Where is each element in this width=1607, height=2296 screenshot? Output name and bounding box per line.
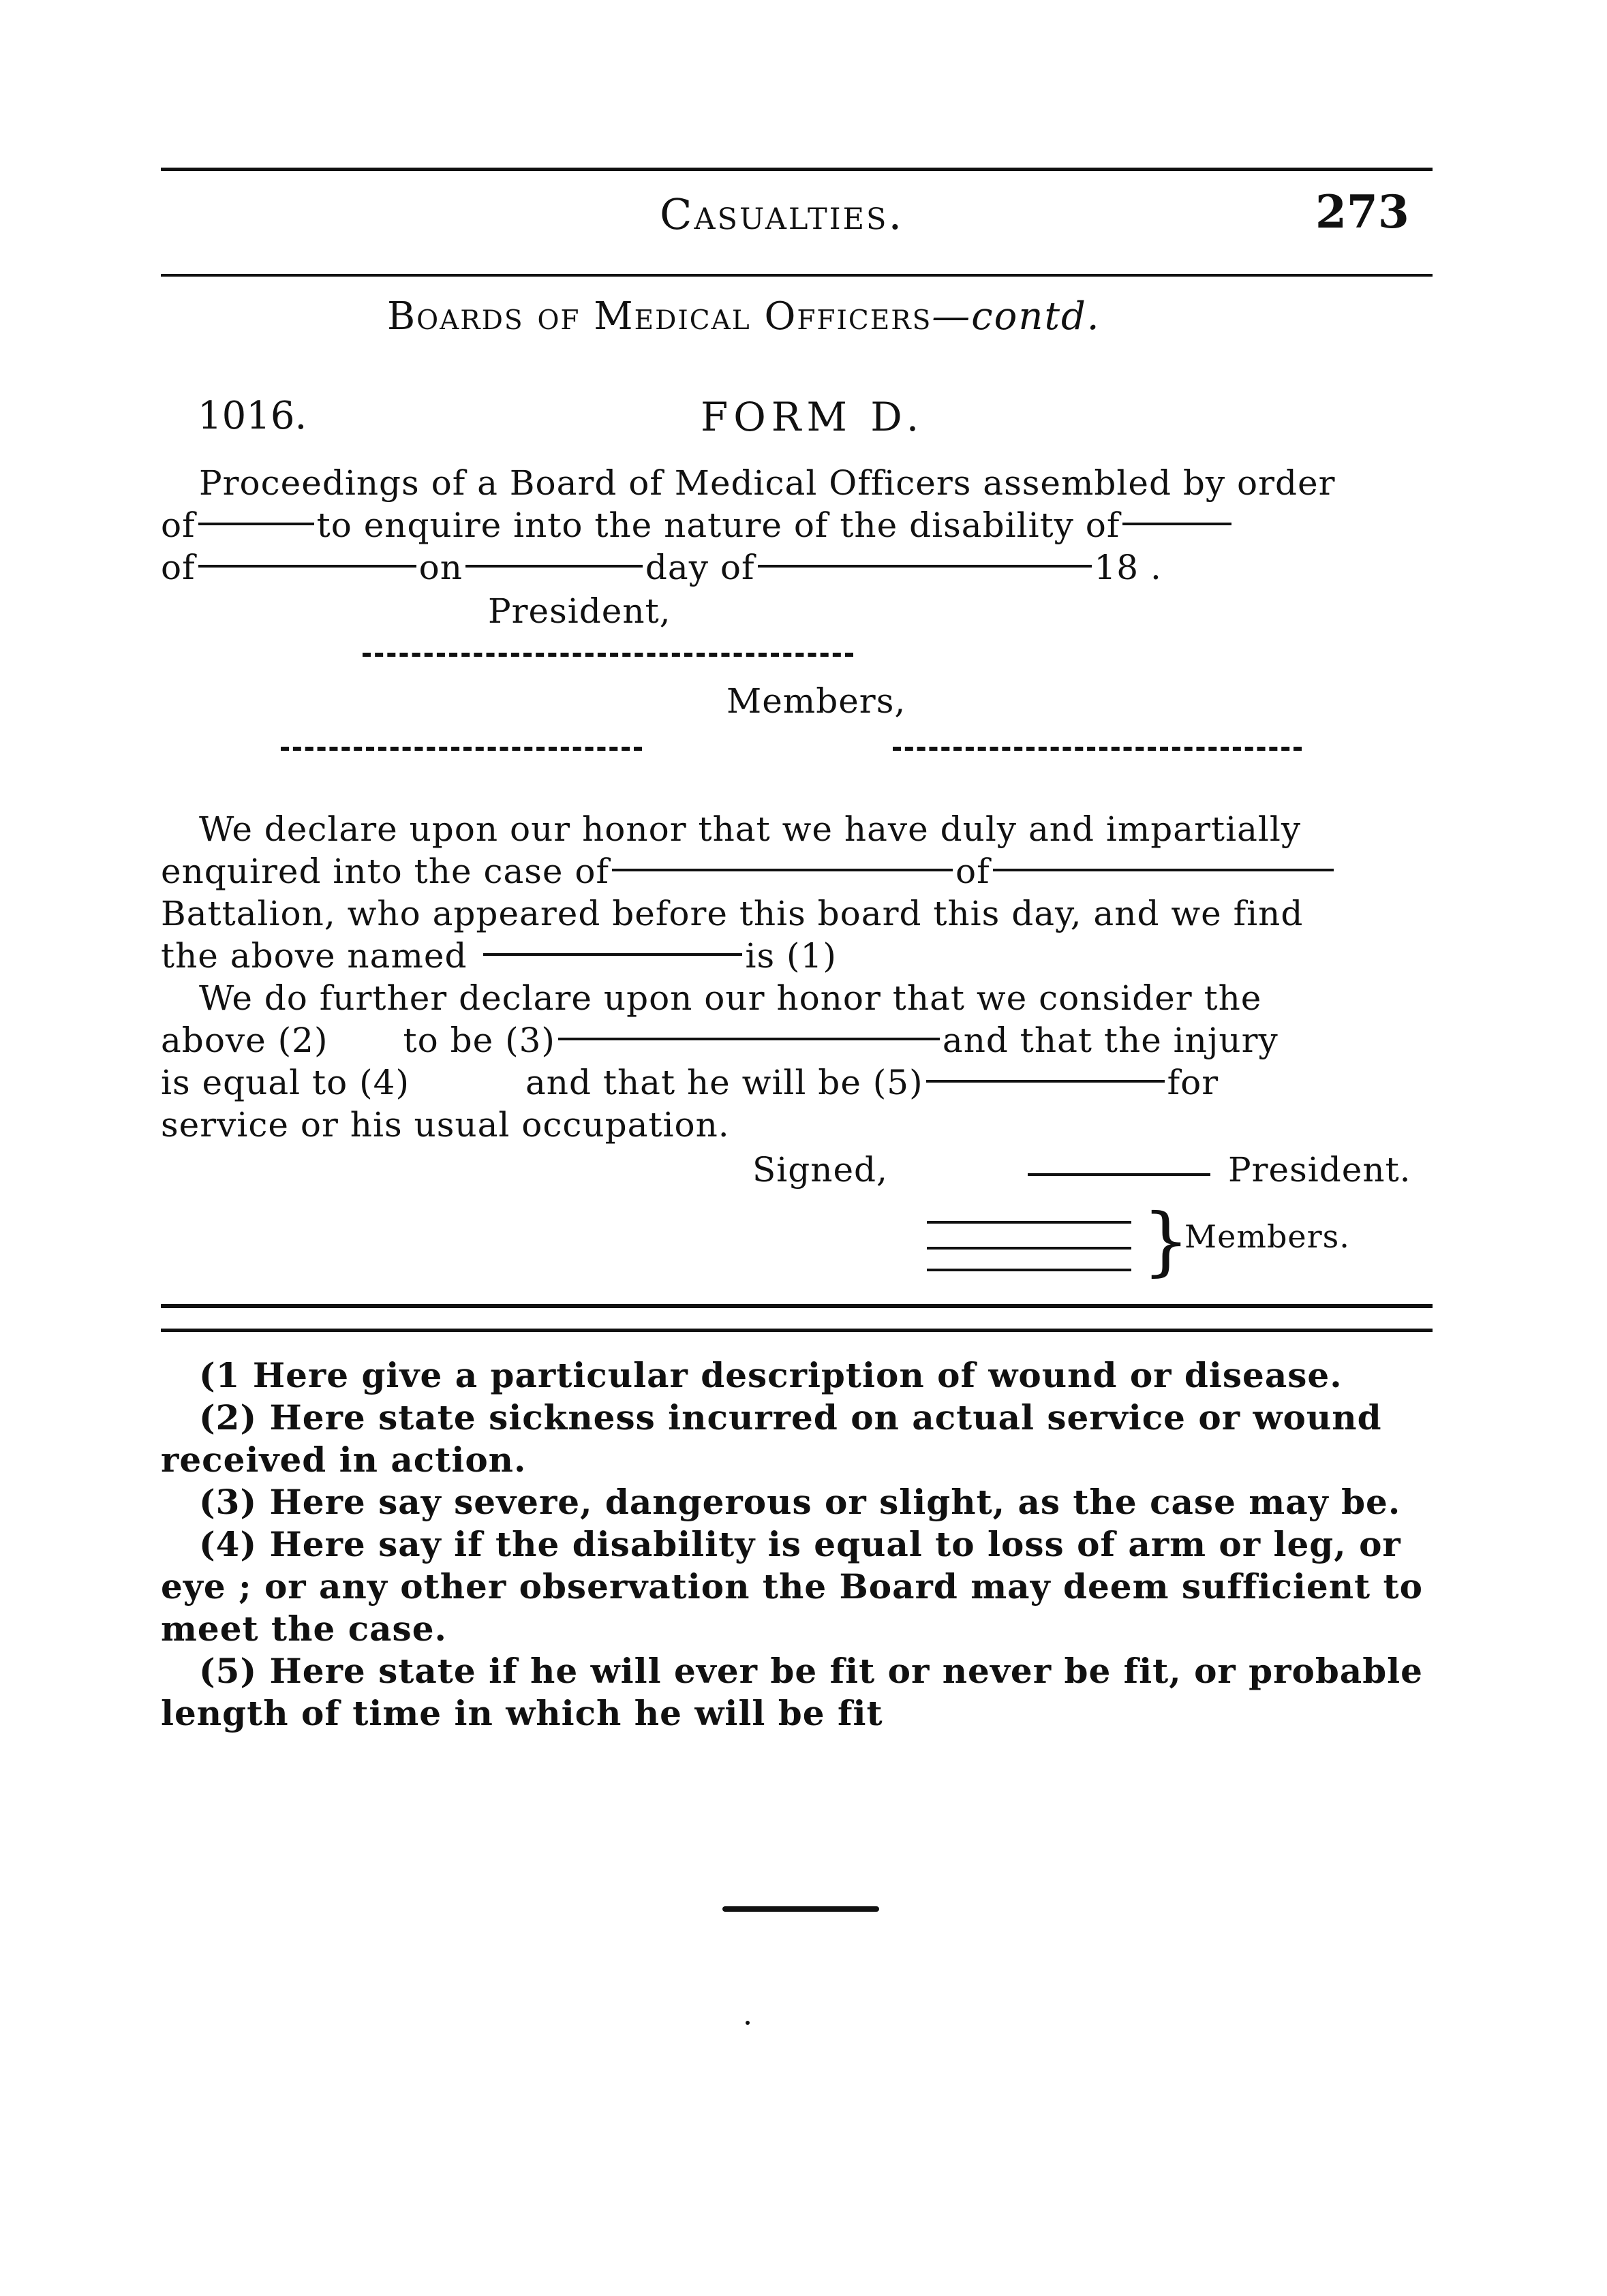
signature-member-line-3	[927, 1269, 1131, 1271]
blank-line	[558, 1038, 940, 1040]
members-label: Members,	[726, 681, 906, 721]
signature-president-line	[1028, 1173, 1210, 1176]
footnote-5	[161, 1650, 1433, 1692]
footnote-text: meet the case.	[161, 1609, 447, 1649]
footnote-text: (5) Here state if he will ever be fit or never be fit, or probable	[199, 1651, 1423, 1691]
footnote-4-cont-2	[161, 1608, 1433, 1650]
footnote-text: (2) Here state sickness incurred on actual service or wound	[199, 1397, 1382, 1438]
signature-president-label: President.	[1228, 1150, 1411, 1190]
blank-line	[198, 565, 416, 568]
declaration-line-8	[161, 1104, 1433, 1146]
blank-line	[926, 1080, 1165, 1083]
footnote-4	[161, 1523, 1433, 1566]
declaration-line-1	[161, 808, 1433, 850]
declaration-text: of	[955, 852, 990, 891]
declaration-text: service or his usual occupation.	[161, 1105, 730, 1145]
declaration-text: the above named	[161, 936, 468, 976]
section-title-suffix: —contd.	[932, 294, 1101, 339]
footnote-text: received in action.	[161, 1440, 527, 1480]
form-title: FORM D.	[701, 394, 925, 440]
footnote-1	[161, 1354, 1433, 1397]
declaration-line-5	[161, 977, 1433, 1019]
blank-line	[993, 869, 1334, 871]
form-number: 1016.	[198, 394, 307, 438]
declaration-text: Battalion, who appeared before this board this day, and we find	[161, 894, 1304, 933]
proceedings-text: on	[418, 548, 463, 587]
blank-line	[483, 953, 742, 956]
brace-icon: }	[1142, 1197, 1190, 1284]
proceedings-line-3	[161, 546, 1433, 589]
footnote-text: (1 Here give a particular description of wound or disease.	[199, 1355, 1343, 1395]
footnote-2	[161, 1397, 1433, 1439]
blank-line	[465, 565, 643, 568]
header-bottom-rule	[161, 274, 1433, 277]
declaration-line-2	[161, 850, 1433, 893]
declaration-text: We do further declare upon our honor that we consider the	[199, 978, 1262, 1018]
declaration-line-3	[161, 893, 1433, 935]
proceedings-text: of	[161, 506, 196, 545]
declaration-text: We declare upon our honor that we have duly and impartially	[199, 809, 1302, 849]
signature-members-label: Members.	[1184, 1218, 1350, 1255]
footnote-5-cont	[161, 1692, 1433, 1735]
page-number: 273	[1315, 185, 1409, 238]
blank-line	[198, 523, 314, 525]
proceedings-text: Proceedings of a Board of Medical Officers assembled by order	[199, 463, 1336, 503]
footnote-3	[161, 1481, 1433, 1523]
declaration-line-4	[161, 935, 1433, 977]
running-title: Casualties.	[660, 189, 904, 239]
declaration-text: for	[1167, 1063, 1219, 1102]
signature-member-line-2	[927, 1247, 1131, 1250]
blank-line	[612, 869, 953, 871]
member-blank-left	[281, 747, 642, 751]
closing-ornament-rule	[722, 1906, 879, 1912]
declaration-text: and that he will be (5)	[525, 1063, 923, 1102]
proceedings-text: of	[161, 548, 196, 587]
proceedings-text: 18 .	[1094, 548, 1162, 587]
member-blank-right	[893, 747, 1302, 751]
proceedings-line-2	[161, 504, 1433, 546]
footnote-text: eye ; or any other observation the Board may deem sufficient to	[161, 1566, 1423, 1607]
header-top-rule	[161, 168, 1433, 171]
declaration-line-7	[161, 1061, 1433, 1104]
declaration-text: is (1)	[745, 936, 837, 976]
proceedings-text: day of	[645, 548, 755, 587]
blank-line	[758, 565, 1092, 568]
declaration-text: and that the injury	[942, 1021, 1279, 1060]
declaration-text: is equal to (4)	[161, 1063, 410, 1102]
footnote-text: (3) Here say severe, dangerous or slight, as the case may be.	[199, 1482, 1401, 1522]
declaration-text: above (2)	[161, 1021, 328, 1060]
footnote-2-cont	[161, 1439, 1433, 1481]
proceedings-line-1	[161, 462, 1433, 504]
footnote-text: length of time in which he will be fit	[161, 1693, 883, 1733]
declaration-text: to be (3)	[403, 1021, 555, 1060]
declaration-line-6	[161, 1019, 1433, 1061]
footnote-rule-2	[161, 1329, 1433, 1332]
stray-dot	[746, 2021, 750, 2025]
section-title-text: Boards of Medical Officers	[387, 294, 932, 339]
section-title	[387, 294, 1101, 339]
footnote-rule-1	[161, 1304, 1433, 1308]
proceedings-text: to enquire into the nature of the disability of	[316, 506, 1120, 545]
president-label: President,	[488, 591, 671, 631]
signature-member-line-1	[927, 1221, 1131, 1224]
footnote-text: (4) Here say if the disability is equal to loss of arm or leg, or	[199, 1524, 1401, 1564]
declaration-text: enquired into the case of	[161, 852, 610, 891]
blank-line	[1122, 523, 1231, 525]
signed-label: Signed,	[752, 1150, 888, 1190]
footnote-4-cont	[161, 1566, 1433, 1608]
president-blank	[363, 653, 853, 657]
